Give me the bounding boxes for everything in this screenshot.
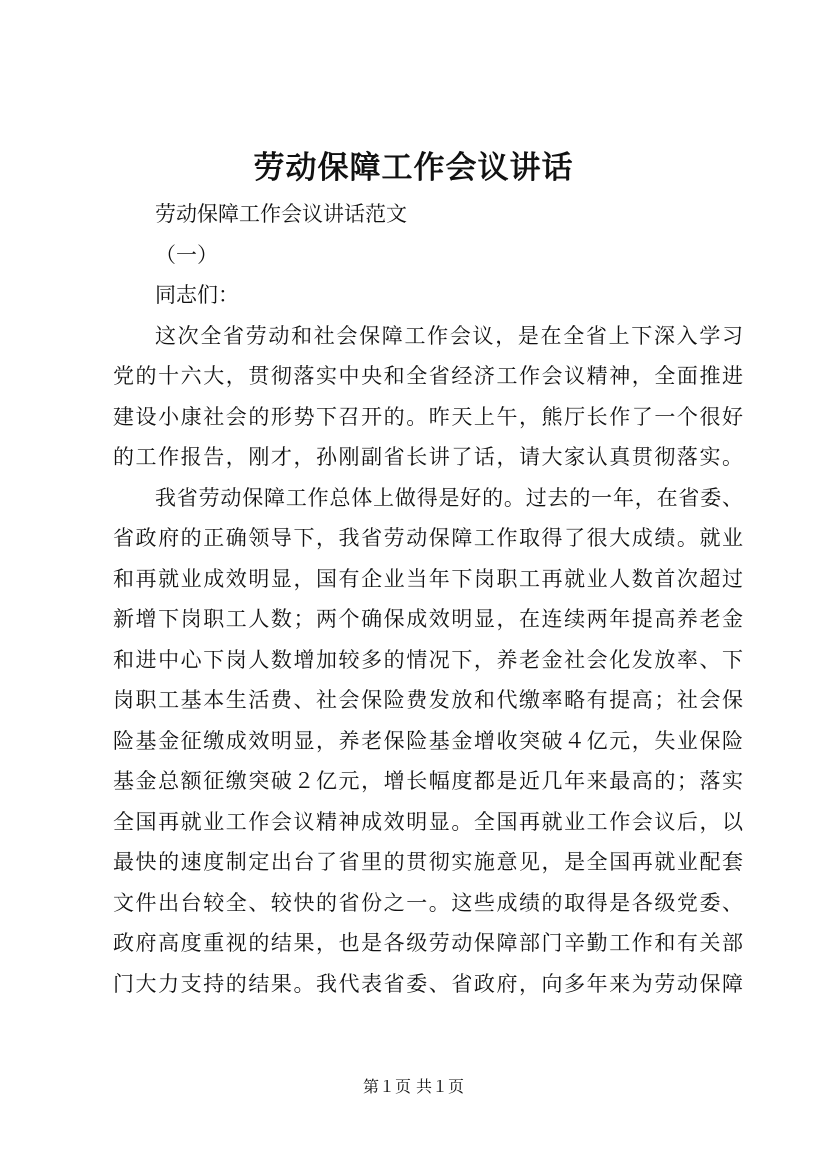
document-title: 劳动保障工作会议讲话 — [253, 150, 574, 186]
paragraph-2-line-4: 新增下岗职工人数；两个确保成效明显，在连续两年提高养老金 — [113, 607, 743, 631]
paragraph-2-line-9: 全国再就业工作会议精神成效明显。全国再就业工作会议后，以 — [113, 809, 743, 834]
paragraph-1-line-1: 这次全省劳动和社会保障工作会议，是在全省上下深入学习 — [155, 323, 743, 348]
paragraph-2-line-13: 门大力支持的结果。我代表省委、省政府，向多年来为劳动保障 — [113, 971, 743, 996]
paragraph-2-line-3: 和再就业成效明显，国有企业当年下岗职工再就业人数首次超过 — [113, 566, 743, 591]
paragraph-1-line-3: 建设小康社会的形势下召开的。昨天上午，熊厅长作了一个很好 — [113, 404, 743, 429]
paragraph-2-line-1: 我省劳动保障工作总体上做得是好的。过去的一年，在省委、 — [155, 485, 743, 510]
paragraph-1-line-2: 党的十六大，贯彻落实中央和全省经济工作会议精神，全面推进 — [113, 364, 743, 388]
paragraph-2-line-5: 和进中心下岗人数增加较多的情况下，养老金社会化发放率、下 — [113, 647, 743, 672]
page-footer: 第１页 共１页 — [362, 1077, 465, 1096]
document-body — [113, 194, 743, 1004]
paragraph-2-line-8: 基金总额征缴突破２亿元，增长幅度都是近几年来最高的；落实 — [113, 769, 743, 793]
subtitle-line: 劳动保障工作会议讲话范文 — [155, 202, 407, 226]
paragraph-2-line-10: 最快的速度制定出台了省里的贯彻实施意见，是全国再就业配套 — [113, 850, 743, 874]
paragraph-2-line-11: 文件出台较全、较快的省份之一。这些成绩的取得是各级党委、 — [113, 890, 743, 915]
paragraph-2-line-12: 政府高度重视的结果，也是各级劳动保障部门辛勤工作和有关部 — [113, 931, 743, 955]
section-number: （一） — [155, 242, 218, 267]
paragraph-2-line-7: 险基金征缴成效明显，养老保险基金增收突破４亿元，失业保险 — [113, 728, 743, 753]
paragraph-2-line-6: 岗职工基本生活费、社会保险费发放和代缴率略有提高；社会保 — [113, 688, 743, 712]
salutation: 同志们： — [155, 283, 239, 307]
paragraph-2-line-2: 省政府的正确领导下，我省劳动保障工作取得了很大成绩。就业 — [113, 526, 743, 550]
paragraph-1-line-4: 的工作报告，刚才，孙刚副省长讲了话，请大家认真贯彻落实。 — [113, 445, 743, 469]
